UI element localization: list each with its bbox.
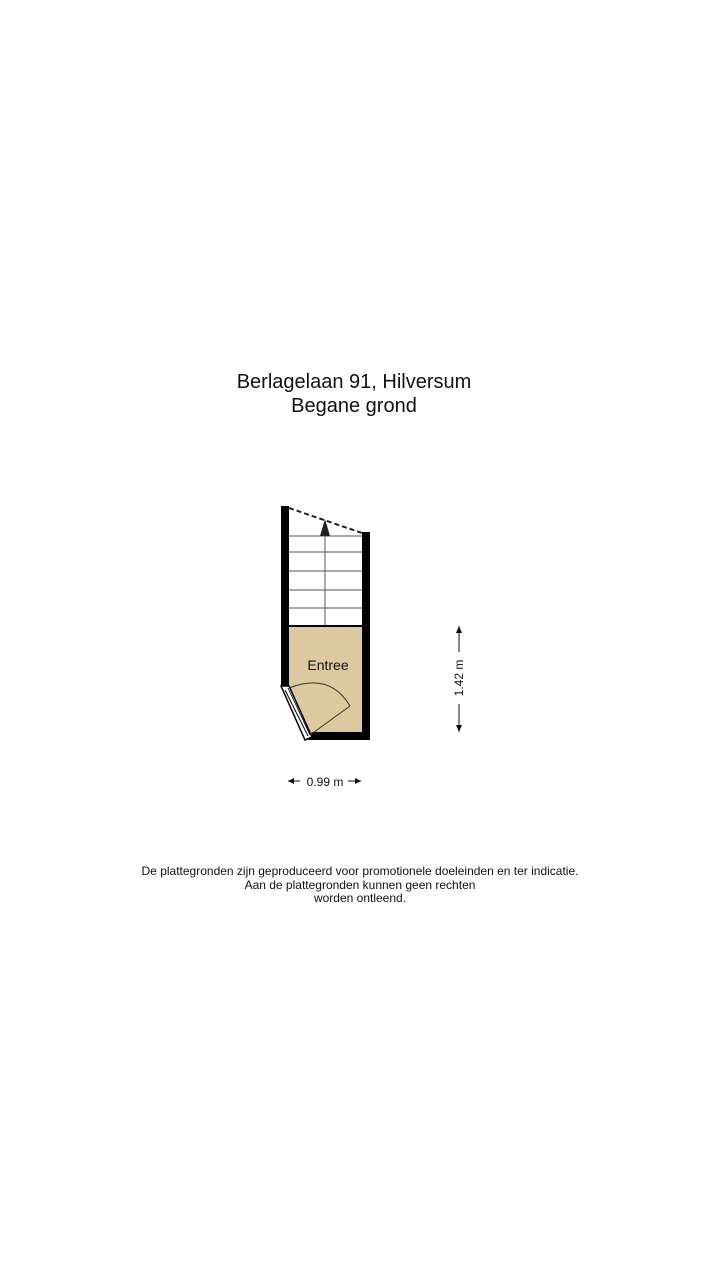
room-label-entree: Entree — [307, 657, 349, 673]
height-dimension-label: 1.42 m — [452, 659, 466, 697]
bottom-wall — [308, 732, 370, 740]
disclaimer-line: De plattegronden zijn geproduceerd voor promotionele doeleinden en ter indicatie. — [141, 864, 579, 878]
address-title: Berlagelaan 91, Hilversum — [236, 371, 472, 393]
disclaimer-line: Aan de plattegronden kunnen geen rechten — [244, 877, 476, 892]
width-dimension-label: 0.99 m — [306, 775, 344, 789]
height-dimension — [452, 626, 466, 732]
staircase — [289, 534, 362, 626]
width-dimension — [288, 775, 361, 789]
left-wall — [281, 506, 289, 686]
floor-title: Begane grond — [291, 395, 417, 417]
disclaimer — [0, 865, 720, 906]
right-wall — [362, 532, 370, 740]
disclaimer-line: worden ontleend. — [313, 891, 407, 905]
